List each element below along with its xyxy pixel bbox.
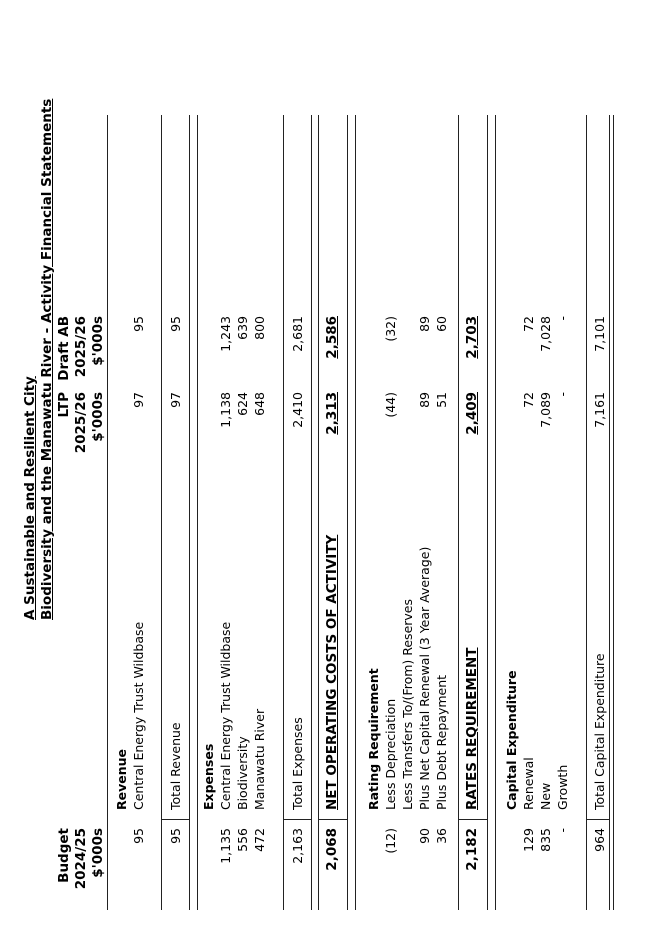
table-row xyxy=(399,10,416,910)
table-row xyxy=(537,10,554,910)
ltp-value: 2,313 xyxy=(324,392,340,435)
net-operating-rule-top xyxy=(318,115,319,910)
table-row xyxy=(554,10,571,910)
line-item-label: Central Energy Trust Wildbase xyxy=(218,621,233,810)
draft-value: 800 xyxy=(252,316,267,340)
total-capital-rule-double xyxy=(613,115,614,910)
total-expenses-rule-top xyxy=(283,115,284,910)
budget-value: 964 xyxy=(592,828,607,852)
rates-requirement-label: RATES REQUIREMENT xyxy=(464,647,480,810)
budget-value: - xyxy=(555,828,570,833)
table-row xyxy=(433,10,450,910)
rating-heading: Rating Requirement xyxy=(366,668,381,810)
draft-value: 2,703 xyxy=(464,316,480,359)
draft-unit: $'000s xyxy=(90,316,106,366)
draft-value: - xyxy=(555,316,570,321)
draft-value: 7,028 xyxy=(538,316,553,352)
ltp-value: 97 xyxy=(131,392,146,408)
rates-requirement-row xyxy=(464,10,481,910)
line-item-label: Plus Net Capital Renewal (3 Year Average) xyxy=(417,546,432,810)
table-row xyxy=(217,10,234,910)
budget-value: 2,068 xyxy=(324,828,340,871)
column-header-row-1 xyxy=(56,10,73,910)
table-row xyxy=(130,10,147,910)
capital-rule xyxy=(495,115,496,910)
total-capital-rule-bottom xyxy=(609,115,610,910)
column-divider xyxy=(318,819,347,820)
budget-year: 2024/25 xyxy=(73,828,89,890)
budget-value: 472 xyxy=(252,828,267,852)
expenses-heading: Expenses xyxy=(201,743,216,810)
total-capital-row xyxy=(591,10,608,910)
statement-title: Biodiversity and the Manawatu River - Activity Financial Statements xyxy=(39,98,55,620)
total-capital-rule-top xyxy=(586,115,587,910)
budget-value: 556 xyxy=(235,828,250,852)
table-row xyxy=(520,10,537,910)
revenue-heading-row xyxy=(113,10,130,910)
draft-header: Draft AB xyxy=(56,316,72,381)
budget-header: Budget xyxy=(56,828,72,883)
column-divider xyxy=(458,819,487,820)
budget-value: 95 xyxy=(131,828,146,844)
capital-heading-row xyxy=(503,10,520,910)
ltp-value: 1,138 xyxy=(218,392,233,428)
budget-value: 129 xyxy=(521,828,536,852)
ltp-value: 97 xyxy=(168,392,183,408)
ltp-value: 89 xyxy=(417,392,432,408)
table-row xyxy=(234,10,251,910)
capital-heading: Capital Expenditure xyxy=(504,670,519,810)
total-revenue-rule-top xyxy=(161,115,162,910)
draft-value: 95 xyxy=(131,316,146,332)
draft-value: 2,586 xyxy=(324,316,340,359)
budget-value: 1,135 xyxy=(218,828,233,864)
table-row xyxy=(251,10,268,910)
ltp-header: LTP xyxy=(56,392,72,418)
budget-value: 95 xyxy=(168,828,183,844)
line-item-label: Biodiversity xyxy=(235,736,250,810)
expenses-heading-row xyxy=(200,10,217,910)
ltp-value: 648 xyxy=(252,392,267,416)
budget-value: 2,182 xyxy=(464,828,480,871)
budget-value: 90 xyxy=(417,828,432,844)
financial-statement-sheet xyxy=(20,10,620,910)
draft-value: 72 xyxy=(521,316,536,332)
draft-value: 639 xyxy=(235,316,250,340)
draft-value: (32) xyxy=(383,316,398,342)
net-operating-row xyxy=(324,10,341,910)
total-label: Total Expenses xyxy=(290,717,305,810)
draft-value: 1,243 xyxy=(218,316,233,352)
revenue-heading: Revenue xyxy=(114,748,129,810)
ltp-value: 72 xyxy=(521,392,536,408)
ltp-value: 2,409 xyxy=(464,392,480,435)
line-item-label: Renewal xyxy=(521,757,536,810)
rating-heading-row xyxy=(365,10,382,910)
line-item-label: Less Transfers To/(From) Reserves xyxy=(400,598,415,810)
line-item-label: Manawatu River xyxy=(252,708,267,810)
ltp-value: (44) xyxy=(383,392,398,418)
line-item-label: New xyxy=(538,782,553,810)
draft-value: 95 xyxy=(168,316,183,332)
column-header-row-3 xyxy=(90,10,107,910)
ltp-value: 2,410 xyxy=(290,392,305,428)
line-item-label: Plus Debt Repayment xyxy=(434,674,449,810)
column-divider xyxy=(283,819,311,820)
budget-unit: $'000s xyxy=(90,828,106,878)
draft-value: 7,101 xyxy=(592,316,607,352)
budget-value: (12) xyxy=(383,828,398,854)
total-expenses-row xyxy=(289,10,306,910)
ltp-value: 51 xyxy=(434,392,449,408)
expenses-rule xyxy=(197,115,198,910)
table-row xyxy=(382,10,399,910)
ltp-unit: $'000s xyxy=(90,392,106,442)
ltp-value: 7,161 xyxy=(592,392,607,428)
total-revenue-rule-bottom xyxy=(189,115,190,910)
ltp-value: - xyxy=(555,392,570,397)
draft-value: 2,681 xyxy=(290,316,305,352)
rates-rule-top xyxy=(458,115,459,910)
column-divider xyxy=(586,819,609,820)
line-item-label: Less Depreciation xyxy=(383,698,398,810)
draft-value: 89 xyxy=(417,316,432,332)
net-operating-rule-bottom xyxy=(347,115,348,910)
ltp-year: 2025/26 xyxy=(73,392,89,454)
line-item-label: Central Energy Trust Wildbase xyxy=(131,621,146,810)
total-label: Total Revenue xyxy=(168,722,183,810)
ltp-value: 624 xyxy=(235,392,250,416)
budget-value: 2,163 xyxy=(290,828,305,864)
total-revenue-row xyxy=(167,10,184,910)
net-operating-label: NET OPERATING COSTS OF ACTIVITY xyxy=(324,534,340,810)
ltp-value: 7,089 xyxy=(538,392,553,428)
rates-rule-bottom xyxy=(487,115,488,910)
rating-rule xyxy=(355,115,356,910)
total-expenses-rule-bottom xyxy=(311,115,312,910)
header-rule xyxy=(107,115,108,910)
total-label: Total Capital Expenditure xyxy=(592,653,607,810)
activity-group-title: A Sustainable and Resilient City xyxy=(22,376,38,620)
budget-value: 36 xyxy=(434,828,449,844)
draft-year: 2025/26 xyxy=(73,316,89,378)
table-row xyxy=(416,10,433,910)
column-header-row-2 xyxy=(73,10,90,910)
draft-value: 60 xyxy=(434,316,449,332)
column-divider xyxy=(161,819,189,820)
budget-value: 835 xyxy=(538,828,553,852)
line-item-label: Growth xyxy=(555,764,570,810)
